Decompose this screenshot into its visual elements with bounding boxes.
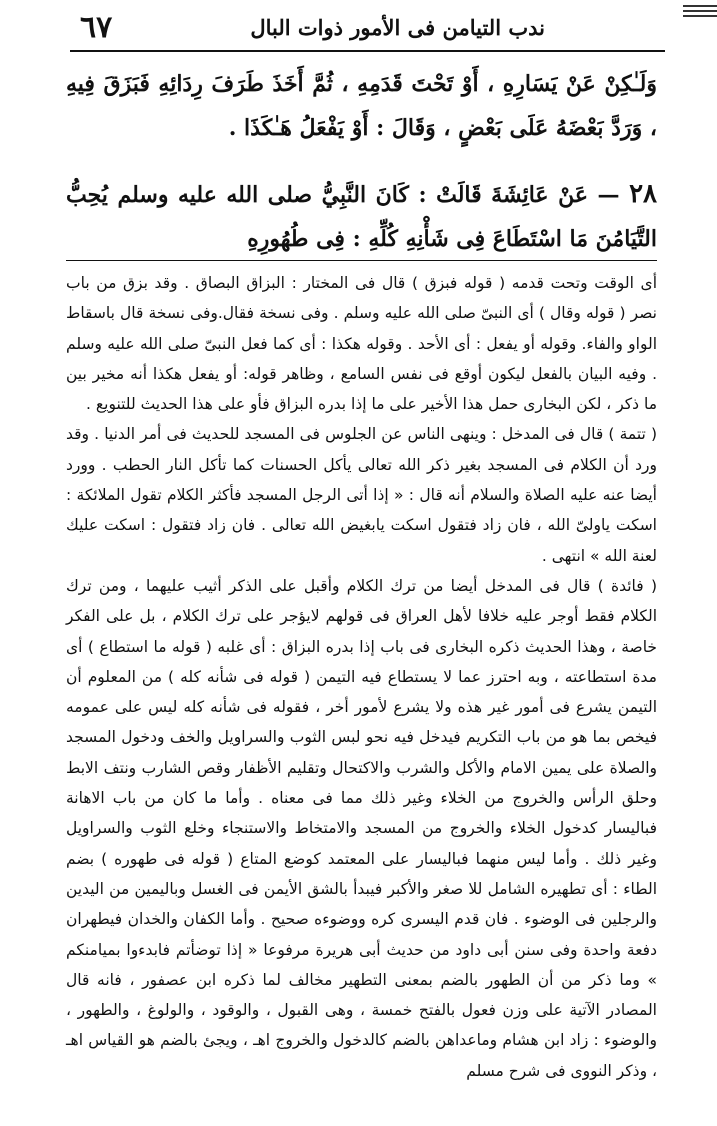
page-header <box>70 4 665 52</box>
hadith-text: عَنْ عَائِشَةَ قَالَتْ : كَانَ النَّبِيُّ صلى الله عليه وسلم يُحِبُّ التَّيَامُنَ مَا اسْتَطَاعَ فِى شَأْنِهِ كُلِّهِ : فِى طُهُورِهِ <box>66 182 657 252</box>
running-title: ندب التيامن فى الأمور ذوات البال <box>250 14 545 40</box>
hadith-27-ending: وَلَـٰكِنْ عَنْ يَسَارِهِ ، أَوْ تَحْتَ قَدَمِهِ ، ثُمَّ أَخَذَ طَرَفَ رِدَائِهِ فَبَزَقَ فِيهِ ، وَرَدَّ بَعْضَهُ عَلَى بَعْضٍ ، وَقَالَ : أَوْ يَفْعَلُ هَـٰكَذَا . <box>66 71 657 141</box>
hadith-number: ٢٨ <box>629 179 657 209</box>
commentary-paragraph-1: أى الوقت وتحت قدمه ( قوله فبزق ) قال فى المختار : البزاق البصاق . وقد بزق من باب نصر ( قوله وقال ) أى النبىّ صلى الله عليه وسلم . وفى نسخة فقال.وفى نسخة قال باسقاط الواو والفاء. وقوله أو يفعل : أى الأحد . وقوله هكذا : أى كما فعل النبىّ صلى الله عليه وسلم . وفيه البيان بالفعل ليكون أوقع فى نفس السامع ، وظاهر قوله: أو يفعل هكذا أنه مخير بين ما ذكر ، لكن البخارى حمل هذا الأخير على ما إذا بدره البزاق فأو على هذا الحديث للتنويع . <box>66 274 657 414</box>
corner-scan-mark <box>679 2 717 24</box>
commentary-paragraph-tatimma: ( تتمة ) قال فى المدخل : وينهى الناس عن الجلوس فى المسجد للحديث فى أمر الدنيا . وقد ورد أن الكلام فى المسجد بغير ذكر الله تعالى يأكل الحسنات كما تأكل النار الحطب . وورد أيضا عنه عليه الصلاة والسلام أنه قال : « إذا أتى الرجل المسجد فأكثر الكلام تقول الملائكة : اسكت ياولىّ الله ، فان زاد فتقول اسكت يابغيض الله تعالى . فان زاد فتقول : اسكت عليك لعنة الله » انتهى . <box>66 425 657 565</box>
hadith-28 <box>66 172 657 261</box>
commentary-block <box>66 268 657 1086</box>
hadith-dash: — <box>587 182 620 208</box>
commentary-paragraph-faida: ( فائدة ) قال فى المدخل أيضا من ترك الكلام وأقبل على الذكر أثيب عليهما ، ومن ترك الكلام فقط أوجر عليه خلافا لأهل العراق فى قولهم لايؤجر على ترك الكلام ، بل على الفكر خاصة ، وهذا الحديث ذكره البخارى فى باب إذا بدره البزاق : أى غلبه ( قوله ما استطاع ) أى مدة استطاعته ، وبه احترز عما لا يستطاع فيه التيمن ( قوله فى شأنه كله ) من المعلوم أن التيمن يشرع فى أمور غير هذه ولا يشرع لأمور أخر ، فقوله فى شأنه كله ليس على عمومه فيخص بما هو من باب التكريم فيدخل فيه نحو لبس الثوب والسراويل والخف ودخول المسجد والصلاة على يمين الامام والأكل والشرب والاكتحال وتقليم الأظفار وقص الشارب ونتف الابط وحلق الرأس والخروج من الخلاء وغير ذلك مما فى معناه . وأما ما كان من باب الاهانة فباليسار كدخول الخلاء والخروج من المسجد والامتخاط والاستنجاء وخلع الثوب والسراويل وغير ذلك . وأما ليس منهما فباليسار على المعتمد كوضع المتاع ( قوله فى طهوره ) بضم الطاء : أى تطهيره الشامل للا صغر والأكبر فيبدأ بالشق الأيمن فى الغسل وباليمين من اليدين والرجلين فى الوضوء . فان قدم اليسرى كره ووضوءه صحيح . وأما الكفان والخدان فيطهران دفعة واحدة وفى سنن أبى داود من حديث أبى هريرة مرفوعا « إذا توضأتم فابدءوا بميامنكم » وما ذكر من أن الطهور بالضم بمعنى التطهير مخالف لما ذكره ابن عصفور ، فانه قال المصادر الآتية على وزن فعول بالفتح خمسة ، وهى القبول ، والوقود ، والولوغ ، والطهور ، والوضوء : زاد ابن هشام وماعداهن بالضم كالدخول والخروج اهـ ، ويجئ بالضم هو القياس اهـ ، وذكر النووى فى شرح مسلم <box>66 576 657 1080</box>
footnote-divider <box>66 260 657 261</box>
main-text-block <box>66 62 657 261</box>
page-number: ٦٧ <box>80 9 113 45</box>
